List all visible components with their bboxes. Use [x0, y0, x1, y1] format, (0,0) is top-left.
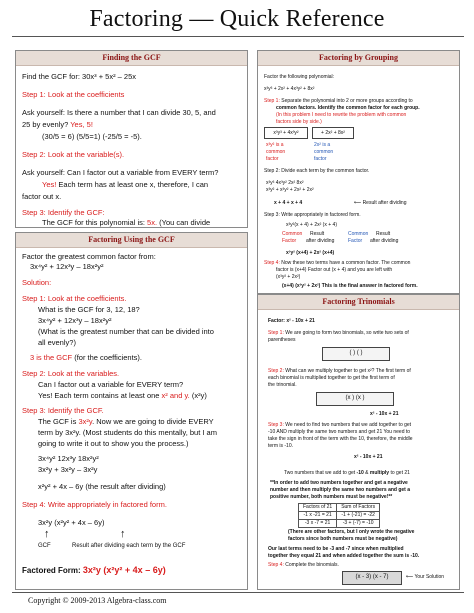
table-row	[299, 512, 380, 520]
text-line: (30/5 = 6) (5/5=1) (-25/5 = -5).	[42, 132, 142, 141]
panel-heading: Factoring by Grouping	[258, 51, 459, 66]
annotation: common	[314, 149, 334, 155]
text-line: What is the GCF for 3, 12, 18?	[38, 305, 140, 314]
result-line: x + 4 + x + 4	[274, 200, 303, 206]
annotation: 2x² is a	[314, 142, 331, 148]
note: together they equal 21 and when added together the sum is -10.	[268, 553, 420, 559]
panel-finding-gcf	[15, 50, 248, 228]
panel-heading: Factoring Trinomials	[258, 295, 459, 310]
fraction-numerators: 3x⁴y² 12x³y 18x²y²	[38, 454, 99, 463]
text-line: term is -10.	[268, 443, 294, 449]
expression: 3x²y (x²y² + 4x – 6y)	[38, 518, 105, 527]
binomial-box: ( ) ( )	[322, 347, 390, 361]
expression: x² - 10x + 21	[354, 454, 383, 460]
note: (There are other factors, but I only wrote the negative	[288, 529, 415, 535]
text-line: Ask yourself: Can I factor out a variable from EVERY term?	[22, 168, 219, 177]
table-header: Sum of Factors	[337, 504, 380, 512]
step-3: Step 3: Identify the GCF:	[22, 208, 105, 217]
text-line: each binomial is multiplied together to get the first term of	[268, 375, 395, 381]
text-line: factors side by side.)	[276, 119, 322, 125]
table-cell: -3 x -7 = 21	[299, 520, 337, 528]
solution-box: (x - 3) (x - 7)	[342, 571, 402, 585]
text-line: all evenly?)	[38, 338, 76, 347]
panel-heading: Factoring Using the GCF	[16, 233, 247, 248]
footer-rule	[12, 592, 464, 593]
note: number and then multiply the same two numbers and get a	[270, 487, 411, 493]
fraction-denominators: 3x²y + 3x²y – 3x²y	[38, 465, 98, 474]
problem-text: Find the GCF for: 30x³ + 5x² – 25x	[22, 72, 137, 81]
expression: x³y² (x+4) + 2x² (x+4)	[286, 250, 335, 256]
annotation: factor	[266, 156, 279, 162]
text-line: 3 is the GCF (for the coefficients).	[30, 353, 143, 362]
solution-label: Solution:	[22, 278, 52, 287]
annotation: Result	[376, 231, 391, 237]
binomial-box: (x ) (x )	[316, 392, 394, 406]
text-line: x²y² + 4x – 6y (the result after dividing)	[38, 482, 166, 491]
group-box: + 2x² + 8x²	[312, 127, 354, 139]
note: Our last terms need to be -3 and -7 since when multiplied	[268, 546, 404, 552]
factors-table	[298, 503, 380, 528]
step-2: Step 2: Divide each term by the common factor.	[264, 168, 370, 174]
annotation: Result after dividing each term by the GCF	[72, 543, 186, 549]
step-3: Step 3: We need to find two numbers that we add together to get	[268, 422, 412, 428]
arrow-left-icon: ⟵	[354, 200, 363, 206]
text-line: common factors. Identify the common factor for each group.	[276, 105, 420, 111]
group-box: x³y³ + 4x³y²	[264, 127, 308, 139]
text-line: factor out x.	[22, 192, 62, 201]
up-arrow-icon: ↑	[44, 528, 50, 540]
text-line: going to write it out to show you the process.)	[38, 439, 189, 448]
annotation: after dividing	[370, 238, 399, 244]
step-2: Step 2: What can we multiply together to get x²? The first term of	[268, 368, 411, 374]
step-2: Step 2: Look at the variable(s).	[22, 150, 125, 159]
step-3: Step 3: Write appropriately in factored form.	[264, 212, 361, 218]
note: positive number, both numbers must be negative!**	[270, 494, 393, 500]
text-line: Factor the greatest common factor from:	[22, 252, 156, 261]
note: factors since both numbers must be negative)	[288, 536, 398, 542]
step-3: Step 3: Identify the GCF.	[22, 406, 104, 415]
up-arrow-icon: ↑	[120, 528, 126, 540]
annotation: factor	[314, 156, 327, 162]
text-line: term by 3x²y. (Most students do this mentally, but I am	[38, 428, 217, 437]
annotation: after dividing	[306, 238, 335, 244]
text-line: Ask yourself: Is there a number that I can divide 30, 5, and	[22, 108, 216, 117]
text-line: -10 AND multiply the same two numbers and get 21 You need to	[268, 429, 411, 435]
step-4: Step 4: Now these two terms have a common factor. The common	[264, 260, 411, 266]
panel-trinomials	[257, 294, 460, 590]
text-line: the trinomial.	[268, 382, 297, 388]
note: **In order to add two numbers together and get a negative	[270, 480, 408, 486]
annotation: ⟵ Your Solution	[406, 574, 445, 580]
expression: 3x⁴y² + 12x³y – 18x²y²	[38, 316, 112, 325]
table-header-row	[299, 504, 380, 512]
step-2: Step 2: Look at the variables.	[22, 369, 120, 378]
annotation: common	[266, 149, 286, 155]
text-line: 25 by evenly? Yes, 5!	[22, 120, 93, 129]
expression: x³y²(x + 4) + 2x² (x + 4)	[286, 222, 337, 228]
final-answer: (x+4) (x³y² + 2x²) This is the final answer in factored form.	[282, 283, 418, 289]
table-cell: -1 + (-21) = -22	[337, 512, 380, 520]
text-line: Yes! Each term contains at least one x² and y. (x²y)	[38, 391, 207, 400]
text-line: (x³y² + 2x²)	[276, 274, 301, 280]
expression: Factor: x² - 10x + 21	[268, 318, 315, 324]
text-line: (In this problem I need to rewrite the problem with common	[276, 112, 407, 118]
text-line: (What is the greatest number that can be divided into	[38, 327, 214, 336]
annotation: Result	[310, 231, 325, 237]
expression: x² - 10x + 21	[370, 411, 399, 417]
annotation: ⟵ Result after dividing	[354, 200, 407, 206]
text-line: factor is (x+4) Factor out (x + 4) and you are left with	[276, 267, 393, 273]
annotation: Factor	[282, 238, 297, 244]
annotation: Common	[348, 231, 369, 237]
text-line: Can I factor out a variable for EVERY term?	[38, 380, 184, 389]
text-line: Two numbers that we add to get -10 & multiply to get 21	[284, 470, 410, 476]
step-1: Step 1: We are going to form two binomials, so write two sets of	[268, 330, 409, 336]
panel-heading: Finding the GCF	[16, 51, 247, 66]
panel-using-gcf	[15, 232, 248, 590]
expression: x³y³ + 2x² + 4x³y² + 8x²	[264, 86, 315, 92]
text-line: parentheses	[268, 337, 296, 343]
fraction-denominators: x³y² + x³y² + 2x² + 2x²	[266, 187, 314, 193]
title-underline	[12, 36, 464, 37]
annotation: Factor	[348, 238, 363, 244]
table-row	[299, 520, 380, 528]
step-4: Step 4: Complete the binomials.	[268, 562, 339, 568]
factored-form: Factored Form: 3x²y (x²y² + 4x – 6y)	[22, 565, 166, 575]
copyright: Copyright © 2009-2013 Algebra-class.com	[28, 596, 167, 605]
text-line: The GCF is 3x²y. Now we are going to divide EVERY	[38, 417, 214, 426]
table-header: Factors of 21	[299, 504, 337, 512]
text-line: The GCF for this polynomial is: 5x. (You can divide	[42, 218, 211, 227]
step-4: Step 4: Write appropriately in factored form.	[22, 500, 167, 509]
panel-grouping	[257, 50, 460, 294]
expression: 3x⁴y² + 12x³y – 18x²y²	[30, 262, 104, 271]
fraction-numerators: x³y³ 4x³y² 2x² 8x²	[266, 180, 304, 186]
arrow-left-icon: ⟵	[406, 574, 415, 580]
annotation: GCF	[38, 543, 51, 549]
table-cell: -3 + (-7) = -10	[337, 520, 380, 528]
text-line: take the sign in front of the term with the 10, therefore, the middle	[268, 436, 413, 442]
text-line: Factor the following polynomial:	[264, 74, 335, 80]
text-line: Yes! Each term has at least one x, therefore, I can	[42, 180, 209, 189]
step-1: Step 1: Look at the coefficients	[22, 90, 125, 99]
page-title: Factoring — Quick Reference	[89, 6, 385, 32]
table-cell: -1 x -21 = 21	[299, 512, 337, 520]
step-1: Step 1: Look at the coefficients.	[22, 294, 127, 303]
annotation: x³y² is a	[266, 142, 284, 148]
step-1: Step 1: Separate the polynomial into 2 or more groups according to	[264, 98, 413, 104]
annotation: Common	[282, 231, 303, 237]
